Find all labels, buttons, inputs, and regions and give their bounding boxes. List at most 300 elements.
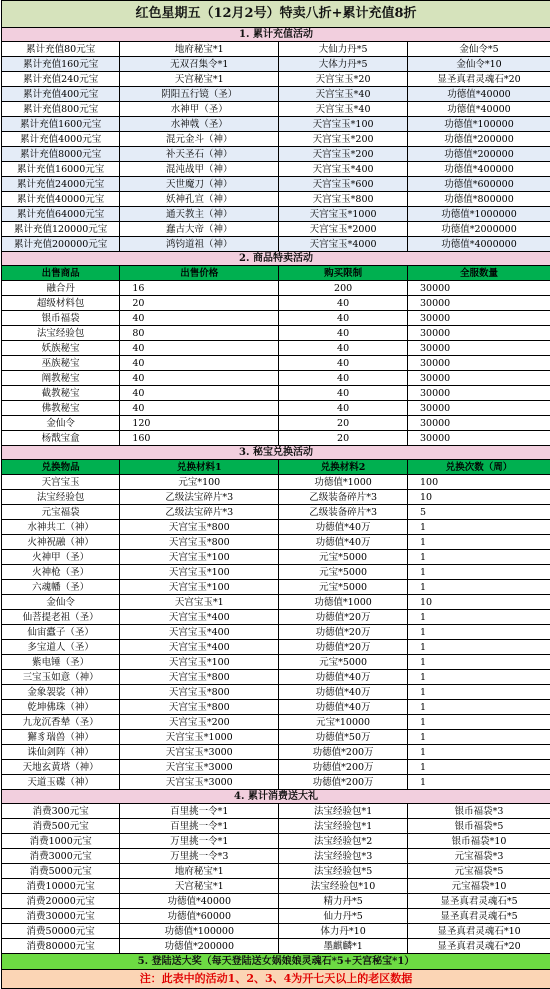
table-cell: 元宝福袋*5 [407, 864, 550, 879]
table-cell: 法宝经验包*5 [279, 864, 408, 879]
table-cell: 功德值*20万 [279, 610, 408, 625]
table-row [2, 192, 550, 207]
table-cell: 1 [407, 565, 550, 580]
table-cell: 体力丹*10 [279, 924, 408, 939]
table-cell: 功德值*40万 [279, 520, 408, 535]
table-row [2, 670, 550, 685]
table-row [2, 625, 550, 640]
table-cell: 累计充值24000元宝 [2, 177, 120, 192]
table-cell: 1 [407, 625, 550, 640]
section-sale-header: 2. 商品特卖活动 [2, 252, 550, 266]
table-cell: 消费500元宝 [2, 819, 120, 834]
table-cell: 百里挑一令*1 [120, 819, 279, 834]
table-cell: 仙宙蠹子（圣） [2, 625, 120, 640]
table-cell: 消费3000元宝 [2, 849, 120, 864]
table-cell: 九龙沉香辇（圣） [2, 715, 120, 730]
table-cell: 1 [407, 550, 550, 565]
section-consume-header: 4. 累计消费送大礼 [2, 790, 550, 804]
table-cell: 补天圣石（神） [120, 147, 279, 162]
table-row [2, 834, 550, 849]
table-cell: 40 [279, 296, 408, 311]
table-cell: 1 [407, 610, 550, 625]
table-cell: 累计充值240元宝 [2, 72, 120, 87]
consume-table [2, 804, 550, 954]
table-cell: 多宝道人（圣） [2, 640, 120, 655]
exchange-table [2, 460, 550, 790]
table-row [2, 87, 550, 102]
table-row [2, 535, 550, 550]
table-cell: 30000 [407, 326, 550, 341]
table-cell: 诛仙剑阵（神） [2, 745, 120, 760]
table-cell: 功德值*60000 [120, 909, 279, 924]
table-row [2, 207, 550, 222]
table-cell: 金仙令 [2, 416, 120, 431]
table-cell: 功德值*200000 [407, 147, 550, 162]
column-header: 出售商品 [2, 266, 120, 281]
table-cell: 功德值*400000 [407, 162, 550, 177]
table-cell: 40 [279, 401, 408, 416]
table-row [2, 655, 550, 670]
table-row [2, 550, 550, 565]
table-cell: 累计充值64000元宝 [2, 207, 120, 222]
table-row [2, 177, 550, 192]
table-cell: 元宝*5000 [279, 565, 408, 580]
table-cell: 妖族秘宝 [2, 341, 120, 356]
table-cell: 混沌战甲（神） [120, 162, 279, 177]
table-cell: 1 [407, 715, 550, 730]
table-header-row [2, 460, 550, 475]
table-cell: 功德值*40万 [279, 685, 408, 700]
table-cell: 功德值*100000 [120, 924, 279, 939]
table-cell: 法宝经验包 [2, 490, 120, 505]
table-cell: 120 [120, 416, 279, 431]
column-header: 全服数量 [407, 266, 550, 281]
table-cell: 混元金斗（神） [120, 132, 279, 147]
table-row [2, 117, 550, 132]
table-cell: 30000 [407, 371, 550, 386]
table-row [2, 879, 550, 894]
table-cell: 消费10000元宝 [2, 879, 120, 894]
table-row [2, 730, 550, 745]
table-row [2, 57, 550, 72]
table-cell: 元宝*10000 [279, 715, 408, 730]
table-cell: 20 [279, 431, 408, 446]
table-cell: 1 [407, 655, 550, 670]
table-cell: 法宝经验包*10 [279, 879, 408, 894]
table-cell: 獬豸瑞兽（神） [2, 730, 120, 745]
table-cell: 阴阳五行镜（圣） [120, 87, 279, 102]
table-cell: 功德值*20万 [279, 625, 408, 640]
page-title: 红色星期五（12月2号）特卖八折+累计充值8折 [2, 1, 550, 28]
table-cell: 天宫宝玉*40 [279, 102, 408, 117]
table-cell: 元宝福袋*3 [407, 849, 550, 864]
table-cell: 火神祝融（神） [2, 535, 120, 550]
table-row [2, 311, 550, 326]
table-cell: 元宝*5000 [279, 655, 408, 670]
table-cell: 天宫宝玉*800 [120, 670, 279, 685]
table-cell: 天宫秘宝*1 [120, 72, 279, 87]
table-row [2, 894, 550, 909]
table-cell: 累计充值400元宝 [2, 87, 120, 102]
table-cell: 天宫宝玉*400 [279, 162, 408, 177]
table-cell: 天宫宝玉 [2, 475, 120, 490]
table-cell: 40 [120, 401, 279, 416]
table-row [2, 222, 550, 237]
table-cell: 水神共工（神） [2, 520, 120, 535]
table-row [2, 475, 550, 490]
table-row [2, 296, 550, 311]
table-cell: 80 [120, 326, 279, 341]
table-cell: 万里挑一令*1 [120, 834, 279, 849]
table-cell: 功德值*200万 [279, 775, 408, 790]
table-cell: 天世魔刀（神） [120, 177, 279, 192]
table-cell: 天宫宝玉*800 [120, 685, 279, 700]
table-cell: 累计充值40000元宝 [2, 192, 120, 207]
table-cell: 万里挑一令*3 [120, 849, 279, 864]
table-cell: 功德值*600000 [407, 177, 550, 192]
table-row [2, 849, 550, 864]
table-cell: 40 [279, 356, 408, 371]
table-cell: 天地玄黄塔（神） [2, 760, 120, 775]
table-row [2, 72, 550, 87]
table-cell: 天宫宝玉*200 [120, 715, 279, 730]
table-cell: 大仙力丹*5 [279, 42, 408, 57]
table-cell: 1 [407, 760, 550, 775]
table-cell: 30000 [407, 356, 550, 371]
table-cell: 乾坤佛珠（神） [2, 700, 120, 715]
table-cell: 40 [279, 311, 408, 326]
table-cell: 巫族秘宝 [2, 356, 120, 371]
table-cell: 功德值*200万 [279, 745, 408, 760]
table-cell: 乙级装备碎片*3 [279, 505, 408, 520]
table-cell: 功德值*200000 [407, 132, 550, 147]
table-cell: 功德值*50万 [279, 730, 408, 745]
table-cell: 法宝经验包*1 [279, 819, 408, 834]
table-cell: 融合丹 [2, 281, 120, 296]
table-cell: 30000 [407, 431, 550, 446]
table-cell: 水神戟（圣） [120, 117, 279, 132]
table-cell: 功德值*40000 [407, 87, 550, 102]
table-cell: 40 [120, 371, 279, 386]
table-row [2, 371, 550, 386]
table-cell: 1 [407, 775, 550, 790]
table-cell: 天宫宝玉*200 [279, 147, 408, 162]
sale-table [2, 266, 550, 446]
table-row [2, 401, 550, 416]
table-cell: 显圣真君灵魂石*10 [407, 924, 550, 939]
table-cell: 仙力丹*5 [279, 909, 408, 924]
table-cell: 大体力丹*5 [279, 57, 408, 72]
table-cell: 1 [407, 640, 550, 655]
table-cell: 天宫宝玉*1000 [120, 730, 279, 745]
table-row [2, 939, 550, 954]
table-cell: 天宫宝玉*100 [120, 580, 279, 595]
table-cell: 功德值*40万 [279, 700, 408, 715]
table-row [2, 909, 550, 924]
table-row [2, 565, 550, 580]
table-cell: 累计充值1600元宝 [2, 117, 120, 132]
table-cell: 元宝福袋 [2, 505, 120, 520]
table-row [2, 700, 550, 715]
table-cell: 法宝经验包 [2, 326, 120, 341]
table-cell: 累计充值800元宝 [2, 102, 120, 117]
table-cell: 精力丹*5 [279, 894, 408, 909]
table-row [2, 864, 550, 879]
table-row [2, 775, 550, 790]
table-cell: 40 [279, 371, 408, 386]
table-cell: 天宫宝玉*20 [279, 72, 408, 87]
table-cell: 显圣真君灵魂石*20 [407, 939, 550, 954]
table-cell: 紫电锤（圣） [2, 655, 120, 670]
table-cell: 天宫宝玉*3000 [120, 760, 279, 775]
table-cell: 天宫宝玉*800 [120, 535, 279, 550]
table-cell: 元宝*100 [120, 475, 279, 490]
table-cell: 天宫宝玉*800 [279, 192, 408, 207]
table-cell: 金仙令*10 [407, 57, 550, 72]
table-cell: 银币福袋*5 [407, 819, 550, 834]
column-header: 兑换物品 [2, 460, 120, 475]
table-cell: 累计充值200000元宝 [2, 237, 120, 252]
column-header: 出售价格 [120, 266, 279, 281]
table-cell: 百里挑一令*1 [120, 804, 279, 819]
table-cell: 乙级装备碎片*3 [279, 490, 408, 505]
table-cell: 1 [407, 535, 550, 550]
table-cell: 累计充值120000元宝 [2, 222, 120, 237]
table-cell: 超级材料包 [2, 296, 120, 311]
table-row [2, 386, 550, 401]
table-cell: 1 [407, 685, 550, 700]
table-row [2, 715, 550, 730]
table-cell: 六魂幡（圣） [2, 580, 120, 595]
table-cell: 40 [120, 386, 279, 401]
table-row [2, 819, 550, 834]
table-cell: 天宫宝玉*100 [279, 117, 408, 132]
table-cell: 20 [279, 416, 408, 431]
table-cell: 天宫宝玉*1000 [279, 207, 408, 222]
table-cell: 天道玉碟（神） [2, 775, 120, 790]
table-cell: 1 [407, 745, 550, 760]
table-row [2, 281, 550, 296]
table-row [2, 745, 550, 760]
table-cell: 银币福袋 [2, 311, 120, 326]
table-row [2, 580, 550, 595]
table-cell: 乙级法宝碎片*3 [120, 505, 279, 520]
table-cell: 天宫宝玉*600 [279, 177, 408, 192]
table-cell: 乙级法宝碎片*3 [120, 490, 279, 505]
table-cell: 截教秘宝 [2, 386, 120, 401]
table-cell: 100 [407, 475, 550, 490]
table-cell: 仙菩提老祖（圣） [2, 610, 120, 625]
table-row [2, 760, 550, 775]
table-cell: 元宝*5000 [279, 550, 408, 565]
table-cell: 30000 [407, 401, 550, 416]
table-row [2, 42, 550, 57]
table-cell: 天宫宝玉*4000 [279, 237, 408, 252]
table-cell: 40 [279, 386, 408, 401]
table-cell: 元宝*5000 [279, 580, 408, 595]
table-cell: 银币福袋*10 [407, 834, 550, 849]
column-header: 兑换次数（周） [407, 460, 550, 475]
table-cell: 累计充值4000元宝 [2, 132, 120, 147]
table-cell: 天宫宝玉*100 [120, 655, 279, 670]
table-cell: 消费30000元宝 [2, 909, 120, 924]
table-cell: 天宫宝玉*40 [279, 87, 408, 102]
table-cell: 功德值*1000 [279, 475, 408, 490]
table-cell: 显圣真君灵魂石*20 [407, 72, 550, 87]
table-cell: 天宫宝玉*2000 [279, 222, 408, 237]
column-header: 购买限制 [279, 266, 408, 281]
table-cell: 功德值*200万 [279, 760, 408, 775]
table-cell: 阐教秘宝 [2, 371, 120, 386]
table-cell: 10 [407, 490, 550, 505]
table-cell: 累计充值16000元宝 [2, 162, 120, 177]
table-cell: 消费20000元宝 [2, 894, 120, 909]
table-cell: 元宝福袋*10 [407, 879, 550, 894]
table-cell: 蠢古大帝（神） [120, 222, 279, 237]
table-cell: 30000 [407, 311, 550, 326]
table-cell: 消费5000元宝 [2, 864, 120, 879]
table-cell: 10 [407, 595, 550, 610]
table-cell: 天宫宝玉*200 [279, 132, 408, 147]
table-cell: 功德值*40万 [279, 670, 408, 685]
table-cell: 16 [120, 281, 279, 296]
recharge-table [2, 42, 550, 252]
table-cell: 法宝经验包*1 [279, 804, 408, 819]
table-cell: 累计充值160元宝 [2, 57, 120, 72]
table-cell: 天宫秘宝*1 [120, 879, 279, 894]
table-cell: 妖神孔宣（神） [120, 192, 279, 207]
table-cell: 通天教主（神） [120, 207, 279, 222]
table-cell: 累计充值80元宝 [2, 42, 120, 57]
table-row [2, 804, 550, 819]
table-cell: 20 [120, 296, 279, 311]
table-cell: 地府秘宝*1 [120, 864, 279, 879]
table-row [2, 102, 550, 117]
table-cell: 功德值*200000 [120, 939, 279, 954]
table-row [2, 132, 550, 147]
table-cell: 天宫宝玉*1 [120, 595, 279, 610]
table-cell: 1 [407, 580, 550, 595]
table-cell: 40 [120, 356, 279, 371]
table-row [2, 610, 550, 625]
table-cell: 显圣真君灵魂石*5 [407, 909, 550, 924]
table-cell: 天宫宝玉*100 [120, 550, 279, 565]
column-header: 兑换材料2 [279, 460, 408, 475]
table-cell: 30000 [407, 416, 550, 431]
table-cell: 40 [120, 311, 279, 326]
table-cell: 火神枪（圣） [2, 565, 120, 580]
table-row [2, 326, 550, 341]
table-cell: 30000 [407, 341, 550, 356]
table-cell: 无双召集令*1 [120, 57, 279, 72]
table-row [2, 520, 550, 535]
event-sheet [1, 0, 550, 989]
table-cell: 30000 [407, 296, 550, 311]
table-cell: 三宝玉如意（神） [2, 670, 120, 685]
footer-note: 注：此表中的活动1、2、3、4为开七天以上的老区数据 [2, 970, 550, 988]
table-cell: 40 [279, 326, 408, 341]
table-cell: 消费50000元宝 [2, 924, 120, 939]
table-cell: 天宫宝玉*800 [120, 520, 279, 535]
table-row [2, 431, 550, 446]
table-cell: 法宝经验包*2 [279, 834, 408, 849]
table-cell: 天宫宝玉*3000 [120, 775, 279, 790]
table-cell: 功德值*20万 [279, 640, 408, 655]
table-cell: 地府秘宝*1 [120, 42, 279, 57]
table-cell: 天宫宝玉*3000 [120, 745, 279, 760]
table-cell: 消费300元宝 [2, 804, 120, 819]
table-cell: 功德值*40000 [120, 894, 279, 909]
table-cell: 金仙令 [2, 595, 120, 610]
table-header-row [2, 266, 550, 281]
table-cell: 银币福袋*3 [407, 804, 550, 819]
table-cell: 功德值*1000 [279, 595, 408, 610]
table-cell: 消费1000元宝 [2, 834, 120, 849]
table-cell: 水神甲（圣） [120, 102, 279, 117]
table-row [2, 924, 550, 939]
table-cell: 墨麒麟*1 [279, 939, 408, 954]
table-cell: 天宫宝玉*400 [120, 610, 279, 625]
table-cell: 金象袈裟（神） [2, 685, 120, 700]
table-cell: 金仙令*5 [407, 42, 550, 57]
table-cell: 鸿钧道祖（神） [120, 237, 279, 252]
section-login-reward: 5. 登陆送大奖（每天登陆送女娲娘娘灵魂石*5+天宫秘宝*1） [2, 954, 550, 970]
table-cell: 1 [407, 670, 550, 685]
table-row [2, 162, 550, 177]
table-cell: 佛教秘宝 [2, 401, 120, 416]
table-cell: 30000 [407, 386, 550, 401]
table-cell: 30000 [407, 281, 550, 296]
table-cell: 显圣真君灵魂石*5 [407, 894, 550, 909]
table-cell: 累计充值8000元宝 [2, 147, 120, 162]
table-cell: 天宫宝玉*100 [120, 565, 279, 580]
table-cell: 功德值*100000 [407, 117, 550, 132]
table-cell: 杨戬宝盒 [2, 431, 120, 446]
table-cell: 40 [120, 341, 279, 356]
table-cell: 法宝经验包*3 [279, 849, 408, 864]
table-cell: 1 [407, 520, 550, 535]
table-cell: 消费80000元宝 [2, 939, 120, 954]
table-cell: 1 [407, 700, 550, 715]
table-cell: 火神甲（圣） [2, 550, 120, 565]
table-cell: 天宫宝玉*400 [120, 640, 279, 655]
table-cell: 功德值*40万 [279, 535, 408, 550]
table-cell: 5 [407, 505, 550, 520]
table-row [2, 147, 550, 162]
table-cell: 天宫宝玉*400 [120, 625, 279, 640]
table-cell: 40 [279, 341, 408, 356]
table-cell: 功德值*800000 [407, 192, 550, 207]
table-row [2, 490, 550, 505]
table-row [2, 640, 550, 655]
table-cell: 天宫宝玉*800 [120, 700, 279, 715]
table-row [2, 505, 550, 520]
column-header: 兑换材料1 [120, 460, 279, 475]
table-cell: 160 [120, 431, 279, 446]
table-row [2, 237, 550, 252]
section-exchange-header: 3. 秘宝兑换活动 [2, 446, 550, 460]
table-cell: 1 [407, 730, 550, 745]
table-row [2, 341, 550, 356]
table-cell: 200 [279, 281, 408, 296]
table-cell: 功德值*40000 [407, 102, 550, 117]
section-recharge-header: 1. 累计充值活动 [2, 28, 550, 42]
table-row [2, 356, 550, 371]
table-row [2, 595, 550, 610]
table-cell: 功德值*4000000 [407, 237, 550, 252]
table-row [2, 685, 550, 700]
table-row [2, 416, 550, 431]
